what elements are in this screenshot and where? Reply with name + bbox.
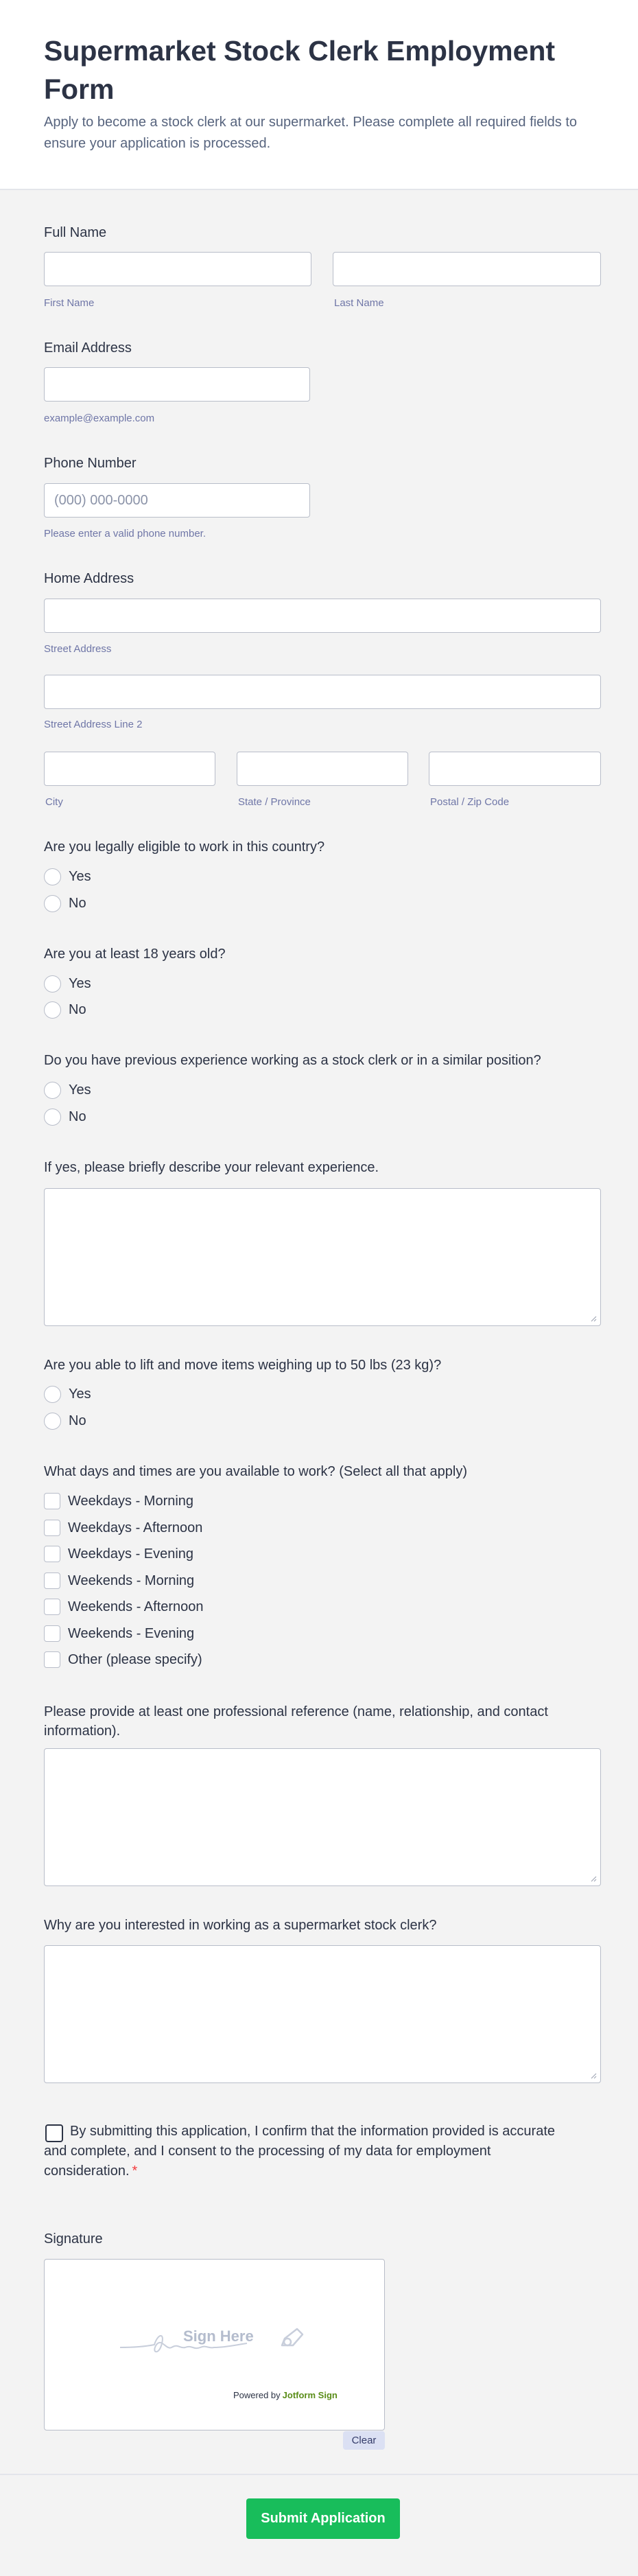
- checkbox[interactable]: [44, 1651, 60, 1668]
- first-name-sublabel: First Name: [44, 297, 95, 309]
- eligible-no-option[interactable]: [44, 894, 86, 913]
- radio-button[interactable]: [44, 1109, 61, 1126]
- age-yes-option[interactable]: [44, 974, 91, 993]
- eligible-question: Are you legally eligible to work in this country?: [44, 839, 325, 855]
- street-address-2-sublabel: Street Address Line 2: [44, 719, 143, 730]
- interest-textarea[interactable]: [44, 1945, 601, 2083]
- phone-input[interactable]: [44, 483, 310, 518]
- option-label: Yes: [69, 1082, 91, 1098]
- checkbox[interactable]: [44, 1546, 60, 1562]
- email-sublabel: example@example.com: [44, 413, 155, 424]
- resize-grip-icon[interactable]: [590, 1315, 597, 1322]
- email-label: Email Address: [44, 340, 132, 356]
- availability-weekends-evening[interactable]: [44, 1624, 194, 1643]
- describe-experience-label: If yes, please briefly describe your relevant experience.: [44, 1160, 379, 1175]
- lift-question: Are you able to lift and move items weighing up to 50 lbs (23 kg)?: [44, 1358, 442, 1373]
- radio-button[interactable]: [44, 868, 61, 885]
- option-label: Other (please specify): [68, 1651, 202, 1667]
- option-label: No: [69, 1109, 86, 1124]
- availability-other[interactable]: [44, 1650, 202, 1669]
- resize-grip-icon[interactable]: [590, 2072, 597, 2079]
- phone-label: Phone Number: [44, 456, 137, 471]
- state-sublabel: State / Province: [238, 796, 311, 808]
- option-label: Weekdays - Afternoon: [68, 1520, 203, 1535]
- eligible-yes-option[interactable]: [44, 867, 91, 886]
- signature-hint: Sign Here: [183, 2328, 254, 2345]
- radio-button[interactable]: [44, 975, 61, 993]
- experience-question: Do you have previous experience working as a stock clerk or in a similar position?: [44, 1053, 541, 1068]
- city-sublabel: City: [45, 796, 63, 808]
- consent-text: [44, 2122, 579, 2181]
- jotform-sign-link[interactable]: Jotform Sign: [282, 2390, 338, 2400]
- option-label: No: [69, 1413, 86, 1428]
- form-title: Supermarket Stock Clerk Employment Form: [44, 35, 556, 105]
- availability-weekdays-afternoon[interactable]: [44, 1518, 202, 1538]
- lift-no-option[interactable]: [44, 1411, 86, 1430]
- city-input[interactable]: [44, 752, 215, 786]
- radio-button[interactable]: [44, 1001, 61, 1019]
- street-address-input[interactable]: [44, 599, 601, 633]
- age-no-option[interactable]: [44, 1000, 86, 1019]
- reference-label: Please provide at least one professional reference (name, relationship, and contact information).: [44, 1704, 548, 1739]
- submit-button[interactable]: Submit Application: [246, 2498, 400, 2539]
- resize-grip-icon[interactable]: [590, 1875, 597, 1882]
- street-address-2-input[interactable]: [44, 675, 601, 709]
- signature-label: Signature: [44, 2231, 103, 2247]
- option-label: Yes: [69, 868, 91, 884]
- availability-question: What days and times are you available to work? (Select all that apply): [44, 1464, 467, 1479]
- radio-button[interactable]: [44, 1082, 61, 1099]
- option-label: Weekends - Morning: [68, 1573, 195, 1588]
- clear-signature-button[interactable]: Clear: [343, 2431, 385, 2450]
- experience-yes-option[interactable]: [44, 1080, 91, 1100]
- checkbox[interactable]: [44, 1493, 60, 1509]
- last-name-input[interactable]: [333, 252, 601, 286]
- powered-by-text: Powered by: [233, 2390, 281, 2400]
- first-name-input[interactable]: [44, 252, 311, 286]
- checkbox[interactable]: [44, 1573, 60, 1589]
- street-address-sublabel: Street Address: [44, 643, 112, 655]
- option-label: Weekdays - Morning: [68, 1493, 194, 1509]
- availability-weekends-afternoon[interactable]: [44, 1597, 204, 1616]
- phone-sublabel: Please enter a valid phone number.: [44, 528, 206, 539]
- powered-by: [233, 2390, 338, 2400]
- address-label: Home Address: [44, 571, 134, 586]
- required-asterisk: *: [132, 2163, 138, 2179]
- zip-sublabel: Postal / Zip Code: [430, 796, 510, 808]
- checkbox[interactable]: [44, 1625, 60, 1642]
- describe-experience-textarea[interactable]: [44, 1188, 601, 1326]
- option-label: Yes: [69, 975, 91, 991]
- state-input[interactable]: [237, 752, 408, 786]
- interest-label: Why are you interested in working as a supermarket stock clerk?: [44, 1918, 437, 1933]
- radio-button[interactable]: [44, 1413, 61, 1430]
- option-label: Weekends - Evening: [68, 1625, 195, 1641]
- age-question: Are you at least 18 years old?: [44, 947, 226, 962]
- last-name-sublabel: Last Name: [334, 297, 384, 309]
- availability-weekends-morning[interactable]: [44, 1571, 194, 1590]
- option-label: Yes: [69, 1386, 91, 1402]
- full-name-label: Full Name: [44, 225, 107, 240]
- form-subtitle: Apply to become a stock clerk at our supermarket. Please complete all required fields to ensure your application is processed.: [44, 115, 578, 151]
- radio-button[interactable]: [44, 895, 61, 912]
- reference-textarea[interactable]: [44, 1748, 601, 1886]
- option-label: Weekdays - Evening: [68, 1546, 194, 1562]
- radio-button[interactable]: [44, 1386, 61, 1403]
- availability-weekdays-morning[interactable]: [44, 1492, 193, 1511]
- experience-no-option[interactable]: [44, 1107, 86, 1126]
- email-input[interactable]: [44, 367, 310, 402]
- availability-weekdays-evening[interactable]: [44, 1544, 193, 1564]
- consent-label: By submitting this application, I confirm that the information provided is accurate and complete, and I consent to the processing of my data for employment consideration.: [44, 2124, 556, 2179]
- form-header: [0, 0, 638, 190]
- checkbox[interactable]: [44, 1520, 60, 1536]
- checkbox[interactable]: [44, 1599, 60, 1615]
- option-label: Weekends - Afternoon: [68, 1599, 204, 1614]
- option-label: No: [69, 1001, 86, 1017]
- zip-input[interactable]: [429, 752, 601, 786]
- signature-pad[interactable]: [44, 2259, 385, 2430]
- lift-yes-option[interactable]: [44, 1384, 91, 1404]
- pen-icon: [278, 2325, 307, 2351]
- option-label: No: [69, 895, 86, 911]
